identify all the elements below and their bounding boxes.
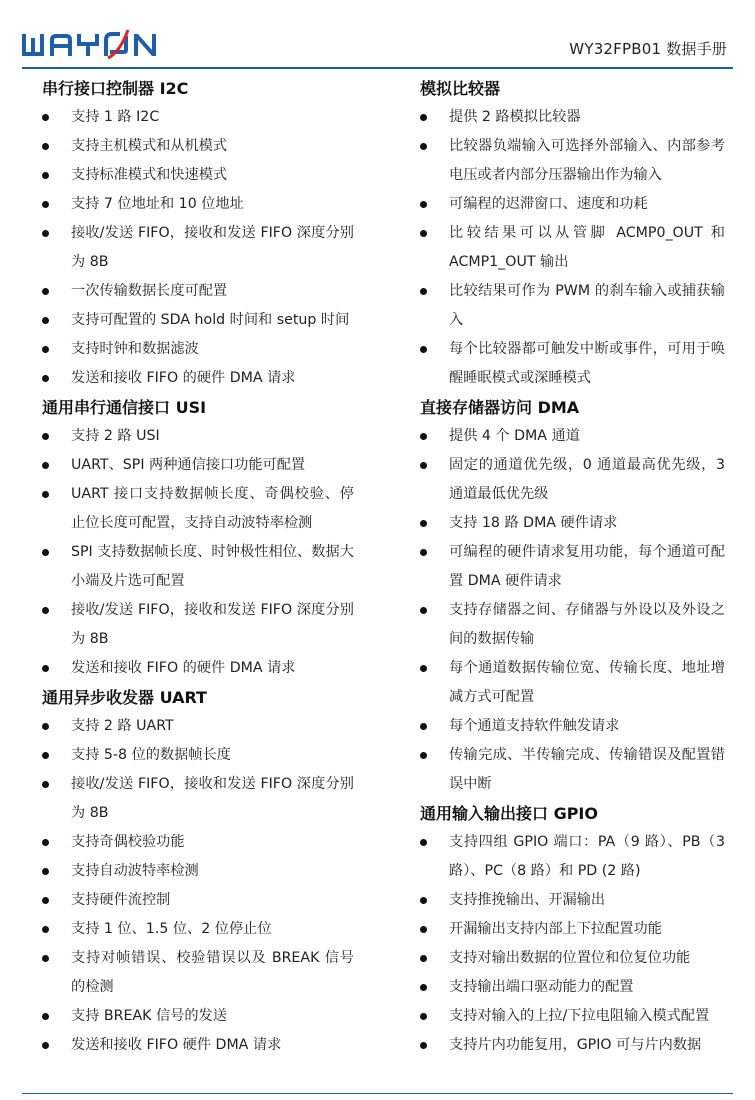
- list-item: 支持 7 位地址和 10 位地址: [42, 190, 354, 219]
- list-item: 支持奇偶校验功能: [42, 828, 354, 857]
- bullet-icon: [420, 520, 427, 527]
- bullet-icon: [42, 955, 49, 962]
- bullet-icon: [420, 926, 427, 933]
- bullet-icon: [420, 433, 427, 440]
- bullet-icon: [42, 897, 49, 904]
- list-item: 支持自动波特率检测: [42, 857, 354, 886]
- list-item: 提供 4 个 DMA 通道: [420, 422, 725, 451]
- bullet-icon: [42, 172, 49, 179]
- bullet-icon: [42, 346, 49, 353]
- bullet-icon: [420, 1013, 427, 1020]
- bullet-icon: [42, 375, 49, 382]
- bullet-icon: [420, 752, 427, 759]
- list-item: 支持推挽输出、开漏输出: [420, 886, 725, 915]
- bullet-icon: [420, 114, 427, 121]
- list-item: 支持四组 GPIO 端口：PA（9 路）、PB（3 路）、PC（8 路）和 PD (2 路): [420, 828, 725, 886]
- bullet-icon: [420, 346, 427, 353]
- bullet-icon: [420, 839, 427, 846]
- section-usi: [42, 393, 354, 683]
- list-item: 固定的通道优先级，0 通道最高优先级，3 通道最低优先级: [420, 451, 725, 509]
- list-item: 发送和接收 FIFO 的硬件 DMA 请求: [42, 364, 354, 393]
- bullet-icon: [42, 752, 49, 759]
- list-item: 支持 18 路 DMA 硬件请求: [420, 509, 725, 538]
- document-title: WY32FPB01 数据手册: [569, 40, 727, 58]
- list-item: SPI 支持数据帧长度、时钟极性相位、数据大小端及片选可配置: [42, 538, 354, 596]
- section-comparator: [420, 74, 725, 393]
- bullet-icon: [420, 607, 427, 614]
- list-item: 支持 BREAK 信号的发送: [42, 1002, 354, 1031]
- list-item: 比较结果可以从管脚 ACMP0_OUT 和 ACMP1_OUT 输出: [420, 219, 725, 277]
- list-item: 支持 1 位、1.5 位、2 位停止位: [42, 915, 354, 944]
- list-item: UART 接口支持数据帧长度、奇偶校验、停止位长度可配置，支持自动波特率检测: [42, 480, 354, 538]
- bullet-icon: [42, 723, 49, 730]
- bullet-icon: [42, 433, 49, 440]
- list-item: 接收/发送 FIFO，接收和发送 FIFO 深度分别为 8B: [42, 596, 354, 654]
- bullet-icon: [42, 665, 49, 672]
- list-item: UART、SPI 两种通信接口功能可配置: [42, 451, 354, 480]
- list-item: 支持输出端口驱动能力的配置: [420, 973, 725, 1002]
- bullet-icon: [42, 491, 49, 498]
- bullet-icon: [420, 897, 427, 904]
- list-item: 支持 2 路 UART: [42, 712, 354, 741]
- bullet-icon: [42, 607, 49, 614]
- bullet-icon: [420, 723, 427, 730]
- bullet-icon: [42, 230, 49, 237]
- bullet-icon: [42, 1013, 49, 1020]
- list-item: 支持对输入的上拉/下拉电阻输入模式配置: [420, 1002, 725, 1031]
- list-item: 支持存储器之间、存储器与外设以及外设之间的数据传输: [420, 596, 725, 654]
- bullet-icon: [420, 1042, 427, 1049]
- list-item: 支持片内功能复用，GPIO 可与片内数据: [420, 1031, 725, 1060]
- section-title: 串行接口控制器 I2C: [42, 79, 189, 98]
- bullet-icon: [42, 201, 49, 208]
- list-item: 支持 1 路 I2C: [42, 103, 354, 132]
- section-uart: [42, 683, 354, 1060]
- list-item: 发送和接收 FIFO 的硬件 DMA 请求: [42, 654, 354, 683]
- bullet-icon: [42, 462, 49, 469]
- bullet-icon: [420, 665, 427, 672]
- list-item: 比较结果可作为 PWM 的刹车输入或捕获输入: [420, 277, 725, 335]
- header-divider: [22, 67, 733, 69]
- right-column: [420, 74, 725, 1060]
- bullet-icon: [420, 984, 427, 991]
- bullet-icon: [42, 114, 49, 121]
- footer-divider: [22, 1093, 733, 1094]
- section-gpio: [420, 799, 725, 1060]
- bullet-icon: [420, 549, 427, 556]
- list-item: 可编程的迟滞窗口、速度和功耗: [420, 190, 725, 219]
- list-item: 支持对帧错误、校验错误以及 BREAK 信号的检测: [42, 944, 354, 1002]
- list-item: 每个通道支持软件触发请求: [420, 712, 725, 741]
- list-item: 接收/发送 FIFO，接收和发送 FIFO 深度分别为 8B: [42, 770, 354, 828]
- list-item: 可编程的硬件请求复用功能，每个通道可配置 DMA 硬件请求: [420, 538, 725, 596]
- list-item: 支持时钟和数据滤波: [42, 335, 354, 364]
- bullet-icon: [420, 230, 427, 237]
- list-item: 接收/发送 FIFO，接收和发送 FIFO 深度分别为 8B: [42, 219, 354, 277]
- bullet-icon: [42, 143, 49, 150]
- wayon-logo: [20, 26, 160, 64]
- bullet-icon: [420, 462, 427, 469]
- bullet-icon: [42, 926, 49, 933]
- list-item: 支持硬件流控制: [42, 886, 354, 915]
- list-item: 比较器负端输入可选择外部输入、内部参考电压或者内部分压器输出作为输入: [420, 132, 725, 190]
- list-item: 发送和接收 FIFO 硬件 DMA 请求: [42, 1031, 354, 1060]
- list-item: 支持 2 路 USI: [42, 422, 354, 451]
- bullet-icon: [42, 549, 49, 556]
- section-title: 模拟比较器: [420, 79, 501, 98]
- list-item: 支持标准模式和快速模式: [42, 161, 354, 190]
- list-item: 支持 5-8 位的数据帧长度: [42, 741, 354, 770]
- list-item: 开漏输出支持内部上下拉配置功能: [420, 915, 725, 944]
- bullet-icon: [42, 288, 49, 295]
- section-dma: [420, 393, 725, 799]
- list-item: 支持可配置的 SDA hold 时间和 setup 时间: [42, 306, 354, 335]
- bullet-icon: [420, 955, 427, 962]
- section-title: 通用串行通信接口 USI: [42, 398, 207, 417]
- bullet-icon: [42, 317, 49, 324]
- list-item: 每个比较器都可触发中断或事件，可用于唤醒睡眠模式或深睡模式: [420, 335, 725, 393]
- bullet-icon: [420, 288, 427, 295]
- bullet-icon: [42, 1042, 49, 1049]
- page-header: [0, 0, 755, 70]
- list-item: 支持主机模式和从机模式: [42, 132, 354, 161]
- bullet-icon: [420, 201, 427, 208]
- list-item: 传输完成、半传输完成、传输错误及配置错误中断: [420, 741, 725, 799]
- bullet-icon: [42, 868, 49, 875]
- bullet-icon: [42, 781, 49, 788]
- bullet-icon: [420, 143, 427, 150]
- list-item: 提供 2 路模拟比较器: [420, 103, 725, 132]
- section-title: 通用输入输出接口 GPIO: [420, 804, 598, 823]
- list-item: 支持对输出数据的位置位和位复位功能: [420, 944, 725, 973]
- left-column: [42, 74, 354, 1060]
- section-title: 通用异步收发器 UART: [42, 688, 207, 707]
- section-i2c: [42, 74, 354, 393]
- list-item: 每个通道数据传输位宽、传输长度、地址增减方式可配置: [420, 654, 725, 712]
- section-title: 直接存储器访问 DMA: [420, 398, 580, 417]
- list-item: 一次传输数据长度可配置: [42, 277, 354, 306]
- bullet-icon: [42, 839, 49, 846]
